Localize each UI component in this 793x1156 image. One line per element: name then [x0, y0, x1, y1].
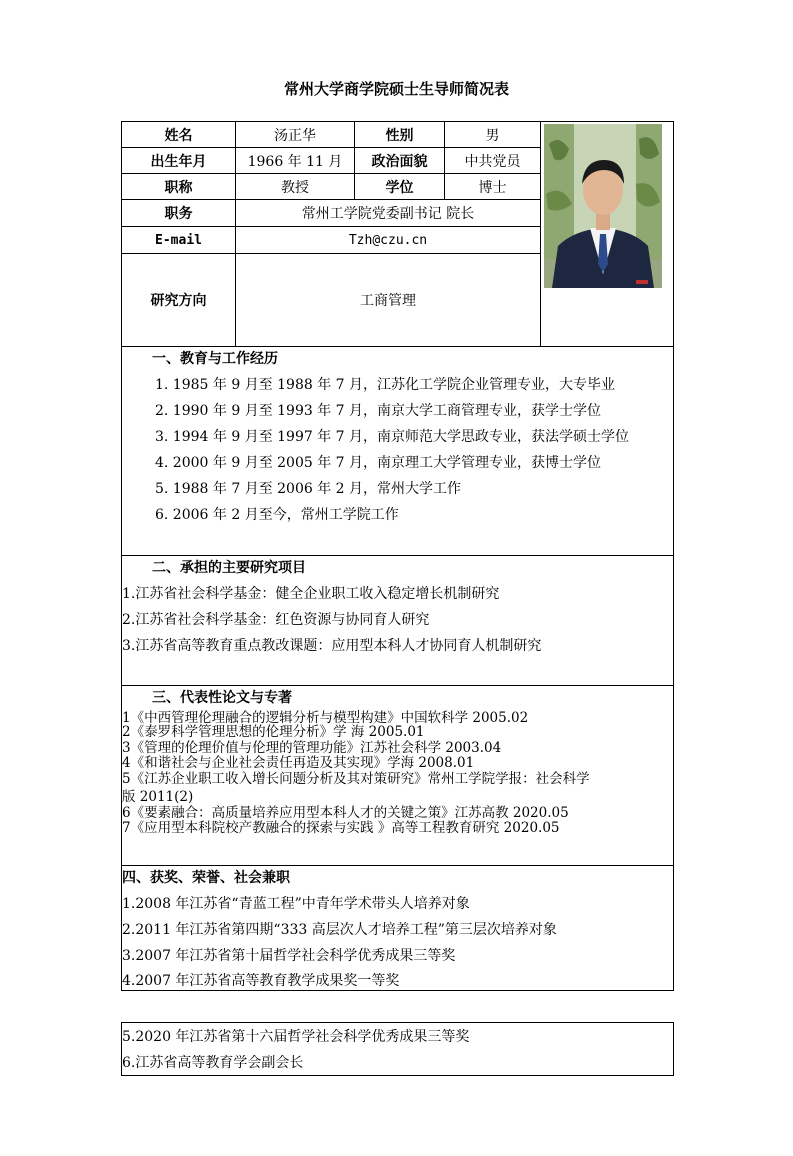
name-value: 汤正华: [236, 122, 355, 148]
education-item: 3. 1994 年 9 月至 1997 年 7 月，南京师范大学思政专业，获法学硕士学位: [155, 429, 630, 445]
project-item: 1.江苏省社会科学基金：健全企业职工收入稳定增长机制研究: [122, 586, 500, 602]
education-item: 5. 1988 年 7 月至 2006 年 2 月，常州大学工作: [155, 481, 462, 497]
section-divider: [122, 865, 673, 866]
gender-label: 性别: [355, 122, 445, 148]
paper-item: 6《要素融合：高质量培养应用型本科人才的关键之策》江苏高教 2020.05: [122, 805, 569, 821]
section-divider: [122, 685, 673, 686]
section-divider: [122, 555, 673, 556]
project-item: 2.江苏省社会科学基金：红色资源与协同育人研究: [122, 612, 430, 628]
paper-item: 3《管理的伦理价值与伦理的管理功能》江苏社会科学 2003.04: [122, 740, 502, 756]
name-label: 姓名: [122, 122, 236, 148]
award-item: 3.2007 年江苏省第十届哲学社会科学优秀成果三等奖: [122, 948, 456, 964]
award-item: 5.2020 年江苏省第十六届哲学社会科学优秀成果三等奖: [122, 1029, 470, 1045]
politics-value: 中共党员: [445, 148, 541, 174]
award-item: 1.2008 年江苏省“青蓝工程”中青年学术带头人培养对象: [122, 896, 470, 912]
paper-item: 2《泰罗科学管理思想的伦理分析》学 海 2005.01: [122, 724, 425, 740]
awards-heading: 四、获奖、荣誉、社会兼职: [122, 870, 290, 886]
birth-label: 出生年月: [122, 148, 236, 174]
email-value: Tzh@czu.cn: [236, 227, 541, 254]
research-label: 研究方向: [122, 254, 236, 347]
portrait-photo: [544, 124, 662, 288]
degree-value: 博士: [445, 174, 541, 200]
education-item: 4. 2000 年 9 月至 2005 年 7 月，南京理工大学管理专业，获博士学位: [155, 455, 602, 471]
research-value: 工商管理: [236, 254, 541, 347]
title-value: 教授: [236, 174, 355, 200]
position-value: 常州工学院党委副书记 院长: [236, 200, 541, 227]
email-label: E-mail: [122, 227, 236, 254]
portrait-icon: [544, 124, 662, 288]
politics-label: 政治面貌: [355, 148, 445, 174]
papers-heading: 三、代表性论文与专著: [152, 690, 292, 706]
education-heading: 一、教育与工作经历: [152, 351, 278, 367]
paper-item: 4《和谐社会与企业社会责任再造及其实现》学海 2008.01: [122, 755, 475, 771]
education-item: 2. 1990 年 9 月至 1993 年 7 月，南京大学工商管理专业，获学士学位: [155, 403, 602, 419]
paper-item-continued: 版 2011(2): [122, 789, 194, 805]
gender-value: 男: [445, 122, 541, 148]
birth-value: 1966 年 11 月: [236, 148, 355, 174]
education-item: 1. 1985 年 9 月至 1988 年 7 月，江苏化工学院企业管理专业，大专毕业: [155, 377, 616, 393]
award-item: 2.2011 年江苏省第四期“333 高层次人才培养工程”第三层次培养对象: [122, 922, 557, 938]
projects-heading: 二、承担的主要研究项目: [152, 560, 306, 576]
award-item: 4.2007 年江苏省高等教育教学成果奖一等奖: [122, 973, 400, 989]
award-item: 6.江苏省高等教育学会副会长: [122, 1055, 304, 1071]
page-title: 常州大学商学院硕士生导师简况表: [283, 80, 509, 98]
paper-item: 1《中西管理伦理融合的逻辑分析与模型构建》中国软科学 2005.02: [122, 710, 529, 726]
degree-label: 学位: [355, 174, 445, 200]
education-item: 6. 2006 年 2 月至今，常州工学院工作: [155, 507, 399, 523]
project-item: 3.江苏省高等教育重点教改课题：应用型本科人才协同育人机制研究: [122, 638, 542, 654]
position-label: 职务: [122, 200, 236, 227]
title-label: 职称: [122, 174, 236, 200]
paper-item: 5《江苏企业职工收入增长问题分析及其对策研究》常州工学院学报：社会科学: [122, 771, 590, 787]
paper-item: 7《应用型本科院校产教融合的探索与实践 》高等工程教育研究 2020.05: [122, 820, 560, 836]
